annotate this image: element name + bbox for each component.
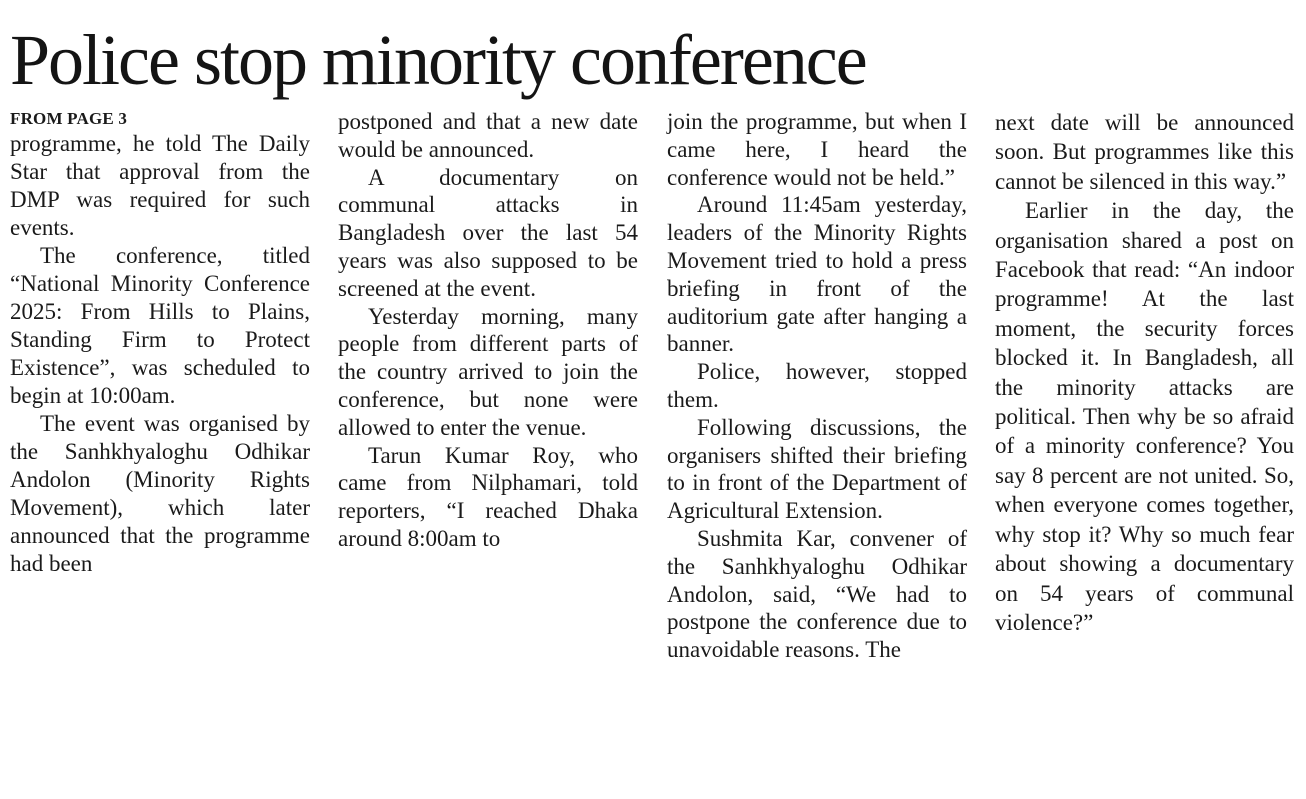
article-column-4 xyxy=(995,108,1294,637)
headline: Police stop minority conference xyxy=(10,20,866,100)
paragraph: The conference, titled “National Minority Conference 2025: From Hills to Plains, Standing Firm to Protect Existence”, was scheduled to begin at 10:00am. xyxy=(10,243,310,408)
paragraph: Sushmita Kar, convener of the Sanhkhyaloghu Odhikar Andolon, said, “We had to postpone the conference due to unavoidable reasons. The xyxy=(667,525,967,663)
paragraph: next date will be announced soon. But programmes like this cannot be silenced in this way.” xyxy=(995,110,1294,194)
article-column-1 xyxy=(10,108,310,578)
article-column-3 xyxy=(667,108,967,664)
paragraph: Earlier in the day, the organisation shared a post on Facebook that read: “An indoor programme! At the last moment, the security forces blocked it. In Bangladesh, all the minority attacks are political. Then why be so afraid of a minority conference? You say 8 percent are not united. So, when everyone comes together, why stop it? Why so much fear about showing a documentary on 54 years of communal violence?” xyxy=(995,198,1294,635)
paragraph: join the programme, but when I came here, I heard the conference would not be held.” xyxy=(667,109,967,190)
paragraph: Around 11:45am yesterday, leaders of the Minority Rights Movement tried to hold a press briefing in front of the auditorium gate after hanging a banner. xyxy=(667,192,967,357)
paragraph: A documentary on communal attacks in Bangladesh over the last 54 years was also supposed to be screened at the event. xyxy=(338,164,638,301)
paragraph: Following discussions, the organisers shifted their briefing to in front of the Department of Agricultural Extension. xyxy=(667,414,967,524)
continued-from-label: FROM PAGE 3 xyxy=(10,109,128,128)
article-column-2 xyxy=(338,108,638,553)
paragraph: The event was organised by the Sanhkhyaloghu Odhikar Andolon (Minority Rights Movement), which later announced that the programme had been xyxy=(10,411,310,576)
paragraph: postponed and that a new date would be announced. xyxy=(338,109,638,162)
paragraph: Tarun Kumar Roy, who came from Nilphamari, told reporters, “I reached Dhaka around 8:00am to xyxy=(338,442,638,551)
paragraph: Yesterday morning, many people from different parts of the country arrived to join the conference, but none were allowed to enter the venue. xyxy=(338,303,638,440)
paragraph: Police, however, stopped them. xyxy=(667,359,967,412)
paragraph: programme, he told The Daily Star that approval from the DMP was required for such events. xyxy=(10,131,310,240)
